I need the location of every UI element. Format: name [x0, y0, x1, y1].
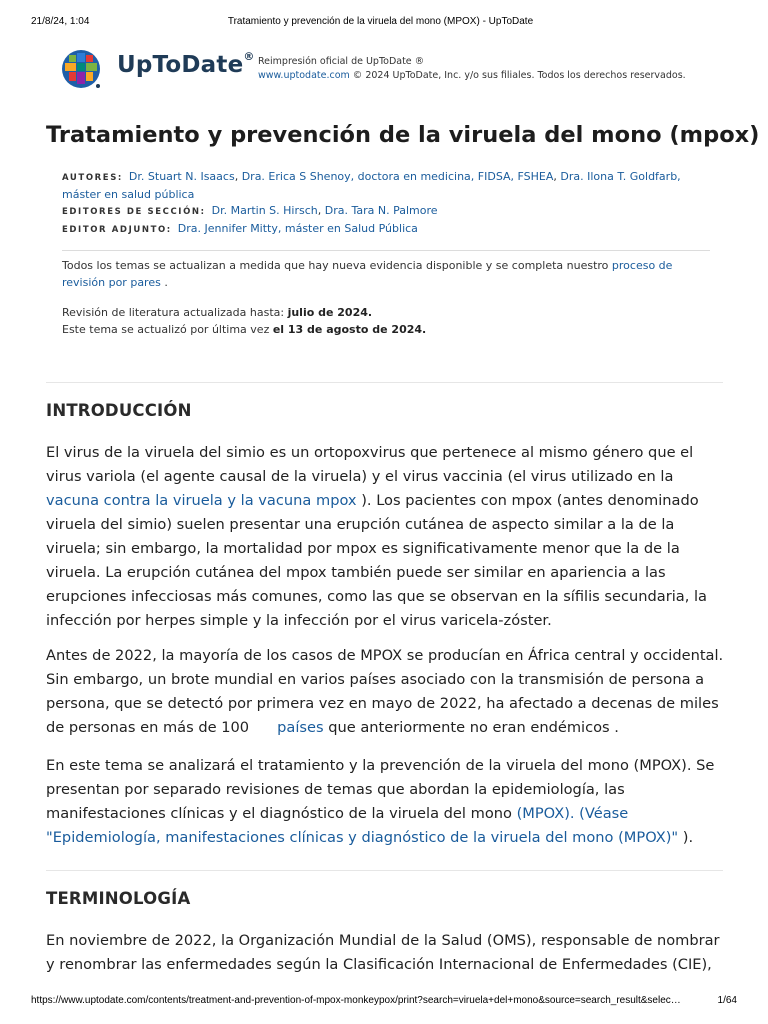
countries-link[interactable]: países [277, 719, 324, 736]
author-link[interactable]: Dra. Erica S Shenoy, doctora en medicina, FIDSA, FSHEA [241, 170, 554, 183]
topic-metadata: AUTORES: Dr. Stuart N. Isaacs, Dra. Erica S Shenoy, doctora en medicina, FIDSA, FSHEA, Dra. Ilona T. Goldfarb, máster en salud pública EDITORES DE SECCIÓN: Dr. Martin S. Hirsch, Dra. Tara N. Palmore EDITOR ADJUNTO: Dra. Jennifer Mitty, máster en Salud Pública [62, 170, 681, 235]
reprint-notice [258, 55, 686, 83]
page-number: 1/64 [717, 995, 737, 1006]
section-heading-introduccion: INTRODUCCIÓN [46, 401, 192, 420]
author-link[interactable]: Dr. Stuart N. Isaacs [128, 170, 235, 183]
page-title: Tratamiento y prevención de la viruela del mono (mpox) [46, 122, 760, 148]
editor-link[interactable]: Dr. Martin S. Hirsch [211, 204, 318, 217]
last-updated-label: Este tema se actualizó por última vez [62, 322, 273, 336]
author-link[interactable]: Dra. Ilona T. Goldfarb, máster en salud pública [62, 170, 681, 201]
paragraph: En noviembre de 2022, la Organización Mundial de la Salud (OMS), responsable de nombrar y renombrar las enfermedades según la Clasificación Internacional de Enfermedades (CIE), [46, 932, 720, 973]
brand-name: UpToDate® [117, 50, 255, 78]
uptodate-logo-icon [60, 48, 102, 90]
review-notice: Todos los temas se actualizan a medida que hay nueva evidencia disponible y se completa nuestro proceso de revisión por pares . [62, 259, 673, 289]
deputy-editor-label: EDITOR ADJUNTO: [62, 224, 172, 235]
print-url: https://www.uptodate.com/contents/treatment-and-prevention-of-mpox-monkeypox/print?search=viruela+del+mono&source=search_result&selec… [31, 995, 681, 1006]
reprint-line: Reimpresión oficial de UpToDate ® [258, 56, 425, 67]
peer-review-link[interactable]: proceso de revisión por pares [62, 259, 673, 289]
divider [62, 250, 710, 251]
print-header [31, 16, 730, 30]
divider [46, 870, 723, 871]
section-heading-terminologia: TERMINOLOGÍA [46, 889, 191, 908]
literature-review-label: Revisión de literatura actualizada hasta: [62, 306, 288, 319]
vaccine-link[interactable]: vacuna contra la viruela y la vacuna mpox [46, 492, 357, 509]
deputy-editor-link[interactable]: Dra. Jennifer Mitty, máster en Salud Pública [177, 221, 418, 235]
editor-link[interactable]: Dra. Tara N. Palmore [324, 204, 438, 217]
copyright-text: © 2024 UpToDate, Inc. y/o sus filiales. Todos los derechos reservados. [349, 70, 686, 81]
literature-review-date: julio de 2024. [287, 306, 373, 319]
last-updated-date: el 13 de agosto de 2024. [272, 322, 427, 336]
paragraph: Antes de 2022, la mayoría de los casos de MPOX se producían en África central y occidental. Sin embargo, un brote mundial en varios países asociado con la transmisión de persona a persona, que se detectó por primera vez en mayo de 2022, ha afectado a decenas de miles de personas en más de 100 países que anteriormente no eran endémicos . [46, 647, 724, 736]
divider [46, 382, 723, 383]
print-datetime: 21/8/24, 1:04 [31, 16, 90, 27]
paragraph: En este tema se analizará el tratamiento y la prevención de la viruela del mono (MPOX). Se presentan por separado revisiones de temas que abordan la epidemiología, las manifestaciones clínicas y el diagnóstico de la viruela del mono (MPOX). (Véase "Epidemiología, manifestaciones clínicas y diagnóstico de la viruela del mono (MPOX)" ). [46, 757, 715, 846]
section-editors-label: EDITORES DE SECCIÓN: [62, 207, 206, 217]
revision-info [62, 305, 712, 338]
paragraph: El virus de la viruela del simio es un ortopoxvirus que pertenece al mismo género que el virus variola (el agente causal de la viruela) y el virus vaccinia (el virus utilizado en la vacuna contra la viruela y la vacuna mpox ). Los pacientes con mpox (antes denominado viruela del simio) suelen presentar una erupción cutánea de aspecto similar a la de la viruela; sin embargo, la mortalidad por mpox es significativamente menor que la de la viruela. La erupción cutánea del mpox también puede ser similar en apariencia a las erupciones infecciosas más comunes, como las que se observan en la sífilis secundaria, la infección por herpes simple y la infección por el virus varicela-zóster. [46, 444, 707, 629]
authors-label: AUTORES: [62, 173, 123, 183]
related-topic-link[interactable]: (MPOX). (Véase "Epidemiología, manifestaciones clínicas y diagnóstico de la viruela del mono (MPOX)" [46, 805, 679, 846]
print-page-title: Tratamiento y prevención de la viruela del mono (MPOX) - UpToDate [227, 16, 534, 27]
uptodate-site-link[interactable]: www.uptodate.com [258, 70, 350, 81]
